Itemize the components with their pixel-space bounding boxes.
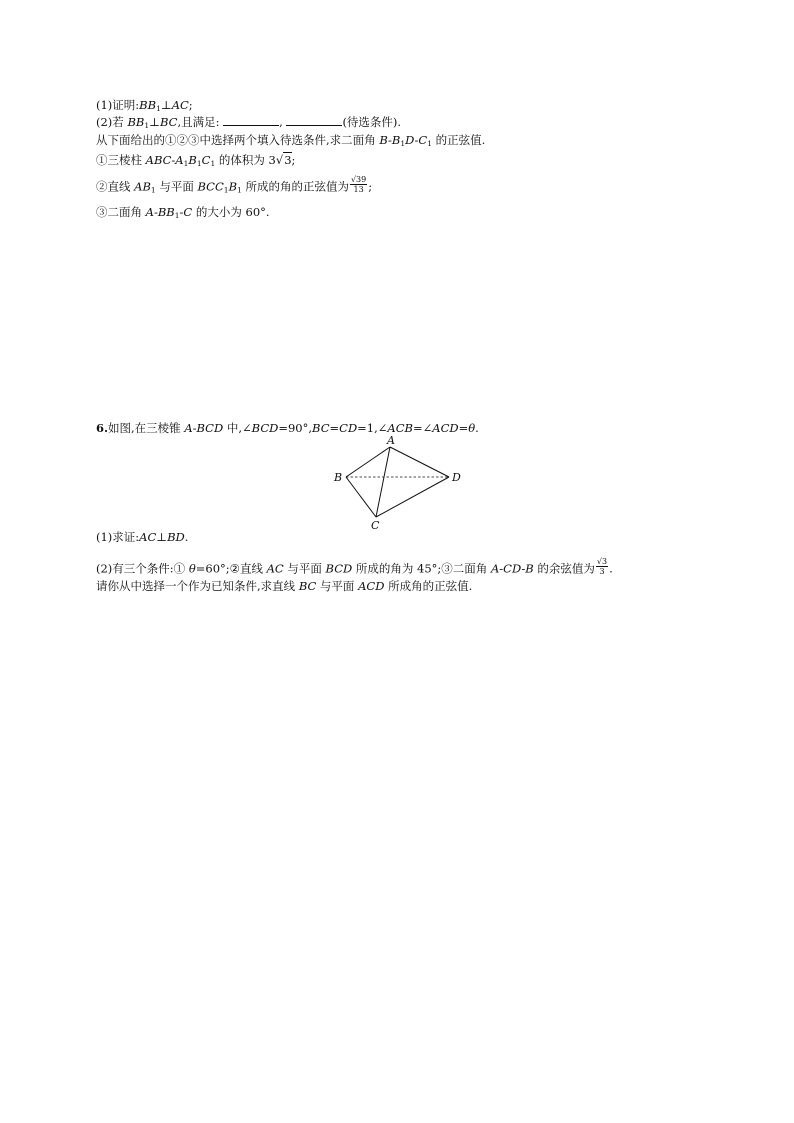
edge-ad	[390, 447, 449, 477]
question-number: 6.	[96, 421, 109, 435]
q6-part2-dihedral: A-CD-B	[490, 561, 534, 576]
q6-angle-bcd: BCD	[251, 421, 279, 435]
q5-instruction-text: 从下面给出的①②③中选择两个填入待选条件,求二面角	[96, 133, 380, 147]
cond3-text: ③二面角	[96, 205, 146, 219]
q6-length: =1,∠	[357, 421, 388, 435]
cond1-prism-a: ABC-A	[145, 153, 184, 167]
fraction-sqrt3-over-3	[596, 557, 608, 576]
cond1-sub1: 1	[183, 159, 189, 168]
q6-part2-cos-text: 的余弦值为	[533, 561, 595, 576]
q5-part2-bc: BC	[159, 115, 178, 129]
cond1-prism-b: B	[188, 153, 197, 167]
q6-part1-bd: BD	[167, 530, 185, 544]
q6-part3-end: 所成角的正弦值.	[384, 579, 473, 593]
cond2-sub2: 1	[223, 185, 229, 195]
fraction-sqrt39-over-13	[350, 175, 367, 194]
cond1-volume: 的体积为 3	[215, 153, 276, 167]
fraction-denominator: 3	[599, 567, 605, 576]
perp-symbol: ⊥	[160, 98, 172, 112]
sqrt-radicand: 3	[284, 153, 292, 167]
q6-theta: θ	[468, 421, 476, 435]
q6-part3-acd: ACD	[358, 579, 385, 593]
cond2-plane-a: BCC	[197, 179, 224, 194]
q6-part2-with-plane: 与平面	[283, 561, 326, 576]
q5-part2	[96, 115, 401, 129]
q6-intro-text: 如图,在三棱锥	[108, 421, 185, 435]
cond1-prism-c: C	[201, 153, 211, 167]
cond2-plane-b: B	[228, 179, 238, 194]
q5-instruction	[96, 133, 485, 147]
cond2-ab: AB	[134, 179, 151, 194]
q6-angle-acd: ACD	[432, 421, 459, 435]
cond1-sub3: 1	[210, 159, 216, 168]
tetrahedron-figure	[330, 432, 466, 534]
cond2-text: ②直线	[96, 179, 135, 194]
q6-part2-cond2: 所成的角为 45°;③二面角	[352, 561, 491, 576]
q6-part2-end: .	[609, 561, 613, 576]
edge-cd	[376, 477, 449, 517]
edge-bc	[346, 477, 376, 517]
q5-angle-sub1: 1	[400, 139, 406, 148]
cond1-text: ①三棱柱	[96, 153, 146, 167]
q5-condition-3	[96, 205, 270, 219]
cond2-sub1: 1	[150, 185, 156, 195]
q5-part1-sub: 1	[156, 104, 161, 113]
q6-right-angle: =90°,	[278, 421, 313, 435]
cond3-size: 的大小为 60°.	[192, 205, 270, 219]
q6-angle-acb: ACB	[387, 421, 413, 435]
cond2-sub3: 1	[237, 185, 242, 195]
cond3-angle-b: -C	[179, 205, 193, 219]
cond2-end: ;	[368, 179, 373, 194]
q6-part1-end: .	[184, 530, 189, 544]
edge-ab	[346, 447, 390, 477]
q5-part1-ac: AC	[171, 98, 189, 112]
cond1-sub2: 1	[196, 159, 202, 168]
cond2-with-plane: 与平面	[155, 179, 198, 194]
cond2-sine-text: 所成的角的正弦值为	[241, 179, 349, 194]
q6-part2-ac: AC	[266, 561, 284, 576]
q6-part2-text: (2)有三个条件:①	[96, 561, 189, 576]
q5-part2-tail: (待选条件).	[342, 115, 402, 129]
q5-part2-rest: ,且满足:	[177, 115, 220, 129]
fraction-denominator: 13	[353, 185, 364, 194]
fraction-numerator: √3	[596, 557, 608, 566]
edge-ac	[376, 447, 390, 517]
q6-part1	[96, 530, 188, 544]
sqrt-symbol: √3	[275, 153, 292, 167]
answer-blank-2[interactable]	[286, 115, 342, 126]
q5-part1-label: (1)证明:	[96, 98, 140, 112]
perp-symbol: ⊥	[156, 530, 168, 544]
q6-part3-with-plane: 与平面	[316, 579, 359, 593]
cond3-sub1: 1	[174, 211, 180, 220]
q5-part2-comma: ,	[279, 115, 283, 129]
vertex-label-a: A	[387, 434, 395, 447]
q5-part1-bb: BB	[139, 98, 157, 112]
vertex-label-d: D	[452, 471, 461, 484]
q6-part2-theta: θ	[188, 561, 196, 576]
q6-part3-bc: BC	[298, 579, 317, 593]
q6-equals-2: =	[458, 421, 469, 435]
answer-blank-1[interactable]	[223, 115, 279, 126]
q6-part1-ac: AC	[139, 530, 157, 544]
q5-part2-bb: BB	[127, 115, 145, 129]
q6-part3	[96, 579, 472, 593]
q6-part3-text: 请你从中选择一个作为已知条件,求直线	[96, 579, 299, 593]
perp-symbol: ⊥	[149, 115, 160, 129]
q5-angle-a: B-B	[379, 133, 401, 147]
q6-part1-label: (1)求证:	[96, 530, 140, 544]
q6-part2	[96, 557, 613, 579]
q6-part2-bcd: BCD	[325, 561, 353, 576]
q6-equals: =	[329, 421, 340, 435]
q6-bc: BC	[312, 421, 330, 435]
q6-part2-cond1: =60°;②直线	[195, 561, 267, 576]
q5-instruction-end: 的正弦值.	[432, 133, 486, 147]
fraction-numerator: √39	[350, 175, 367, 184]
q6-intro-mid: 中,∠	[223, 421, 252, 435]
vertex-label-c: C	[371, 519, 380, 532]
cond1-end: ;	[291, 153, 296, 167]
q6-equals-angle: =∠	[412, 421, 433, 435]
cond3-angle-a: A-BB	[145, 205, 175, 219]
q5-condition-1	[96, 153, 295, 167]
q5-angle-sub2: 1	[427, 139, 433, 148]
q6-cd: CD	[339, 421, 358, 435]
q5-part1-end: ;	[188, 98, 193, 112]
q5-condition-2	[96, 175, 373, 197]
q5-part1	[96, 98, 193, 112]
q5-part2-sub: 1	[144, 121, 150, 130]
q5-part2-label: (2)若	[96, 115, 128, 129]
q6-intro-end: .	[475, 421, 479, 435]
vertex-label-b: B	[334, 471, 343, 484]
q5-angle-b: D-C	[405, 133, 428, 147]
q6-tetrahedron: A-BCD	[184, 421, 224, 435]
